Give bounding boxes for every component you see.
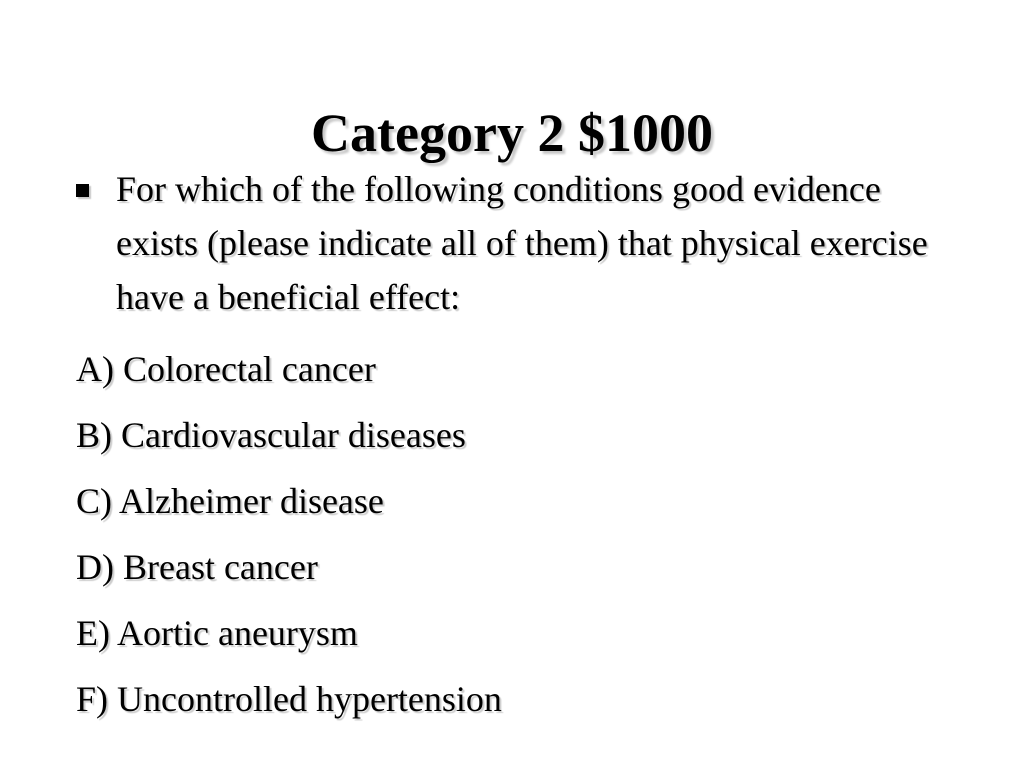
answer-option-f: F) Uncontrolled hypertension: [76, 679, 502, 719]
answer-option-c: C) Alzheimer disease: [76, 481, 384, 521]
answer-option-a: A) Colorectal cancer: [76, 349, 376, 389]
answer-options-list: [76, 336, 956, 732]
answer-option-b: B) Cardiovascular diseases: [76, 415, 466, 455]
question-block: [76, 162, 956, 324]
answer-option-e: E) Aortic aneurysm: [76, 613, 358, 653]
square-bullet-icon: [76, 184, 89, 197]
answer-option-d: D) Breast cancer: [76, 547, 318, 587]
question-text: For which of the following conditions good evidence exists (please indicate all of them) that physical exercise have a beneficial effect:: [116, 169, 928, 317]
slide-title: Category 2 $1000: [311, 103, 713, 164]
